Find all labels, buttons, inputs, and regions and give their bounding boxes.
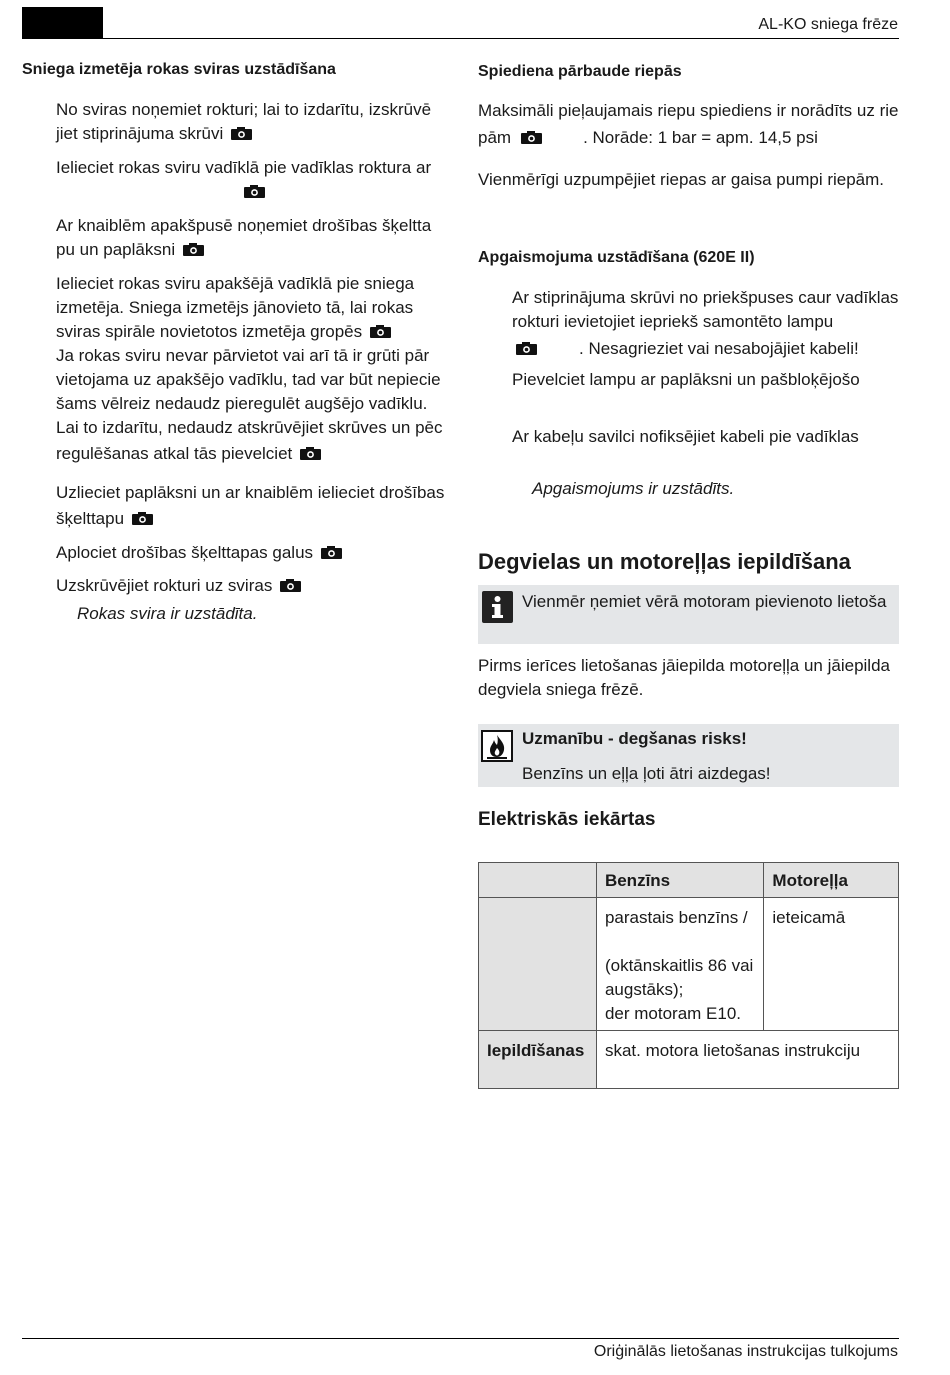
header-title: AL-KO sniega frēze [758, 16, 898, 33]
table-row [479, 1031, 899, 1089]
camera-icon [231, 127, 252, 140]
flame-warning-icon [481, 730, 513, 762]
camera-icon [244, 185, 265, 198]
camera-icon [321, 546, 342, 559]
fuel-heading: Degvielas un motoreļļas iepildīšana [478, 549, 851, 574]
footer-rule [22, 1338, 899, 1339]
table-cell-oil: ieteicamā [764, 898, 899, 1031]
table-row [479, 898, 899, 1031]
footer-text: Oriģinālās lietošanas instrukcijas tulkojums [593, 1343, 898, 1360]
step-5: Uzlieciet paplāksni un ar knaiblēm ielieciet drošības šķelttapu [56, 483, 445, 528]
step-4: Ielieciet rokas sviru apakšējā vadīklā pie sniega izmetēja. Sniega izmetējs jānovieto tā, lai rokas sviras spirāle novietotos izmetēja gropēs Ja rokas sviru nevar pārvietot vai arī tā ir grūti pār vietojama uz apakšējo vadīklu, tad var būt nepiecie šams vēlreiz nedaudz pieregulēt augšējo vadīklu. Lai to izdarītu, nedaudz atskrūvējiet skrūves un pēc regulēšanas atkal tās pievelciet [56, 274, 443, 463]
camera-icon [521, 131, 542, 144]
step-3: Ar knaiblēm apakšpusē noņemiet drošības šķeltta pu un paplāksni [56, 216, 432, 259]
table-cell-benzins: parastais benzīns / (oktānskaitlis 86 vai augstāks); der motoram E10. [596, 898, 763, 1031]
light-result: Apgaismojums ir uzstādīts. [532, 479, 735, 498]
table-row-head [479, 898, 597, 1031]
table-header-empty [479, 863, 597, 898]
table-row-head-fill: Iepildīšanas [479, 1031, 597, 1089]
step-6: Aplociet drošības šķelttapas galus [56, 541, 342, 565]
left-heading: Sniega izmetēja rokas sviras uzstādīšana [22, 61, 336, 78]
tire-heading: Spiediena pārbaude riepās [478, 63, 682, 80]
table-cell-fill-instructions: skat. motora lietošanas instrukciju [596, 1031, 898, 1089]
info-note [478, 585, 899, 644]
step-7: Uzskrūvējiet rokturi uz sviras [56, 574, 301, 598]
camera-icon [370, 325, 391, 338]
camera-icon [132, 512, 153, 525]
light-step-2: Pievelciet lampu ar paplāksni un pašbloķējošo [512, 370, 860, 389]
tire-paragraph-2: Vienmērīgi uzpumpējiet riepas ar gaisa pumpi riepām. [478, 170, 884, 189]
camera-icon [516, 342, 537, 355]
step-1: No sviras noņemiet rokturi; lai to izdarītu, izskrūvē jiet stiprinājuma skrūvi [56, 100, 432, 143]
fuel-paragraph: Pirms ierīces lietošanas jāiepilda motoreļļa un jāiepilda degviela sniega frēzē. [478, 656, 890, 699]
camera-icon [300, 447, 321, 460]
light-step-1: Ar stiprinājuma skrūvi no priekšpuses caur vadīklas rokturi ievietojiet iepriekš samontēto lampu . Nesagrieziet vai nesabojājiet kabeli! [512, 288, 899, 358]
warning-title: Uzmanību - degšanas risks! [522, 729, 747, 748]
header-rule [22, 38, 899, 39]
fuel-spec-table [478, 862, 899, 1089]
left-result: Rokas svira ir uzstādīta. [77, 604, 258, 623]
light-step-3: Ar kabeļu savilci nofiksējiet kabeli pie vadīklas [512, 427, 859, 446]
page-number-tab [22, 7, 103, 39]
note-text: Vienmēr ņemiet vērā motoram pievienoto lietoša [522, 592, 887, 611]
table-header-benzins: Benzīns [596, 863, 763, 898]
table-header-oil: Motoreļļa [764, 863, 899, 898]
camera-icon [183, 243, 204, 256]
step-2: Ielieciet rokas sviru vadīklā pie vadīklas roktura ar [56, 156, 431, 204]
fire-warning [478, 724, 899, 787]
info-icon [482, 591, 513, 623]
table-header-row [479, 863, 899, 898]
tire-paragraph-1: Maksimāli pieļaujamais riepu spiediens ir norādīts uz rie pām . Norāde: 1 bar = apm. 14,5 psi [478, 101, 899, 147]
camera-icon [280, 579, 301, 592]
light-heading: Apgaismojuma uzstādīšana (620E II) [478, 249, 755, 266]
electrical-heading: Elektriskās iekārtas [478, 809, 656, 830]
warning-text: Benzīns un eļļa ļoti ātri aizdegas! [522, 764, 771, 783]
